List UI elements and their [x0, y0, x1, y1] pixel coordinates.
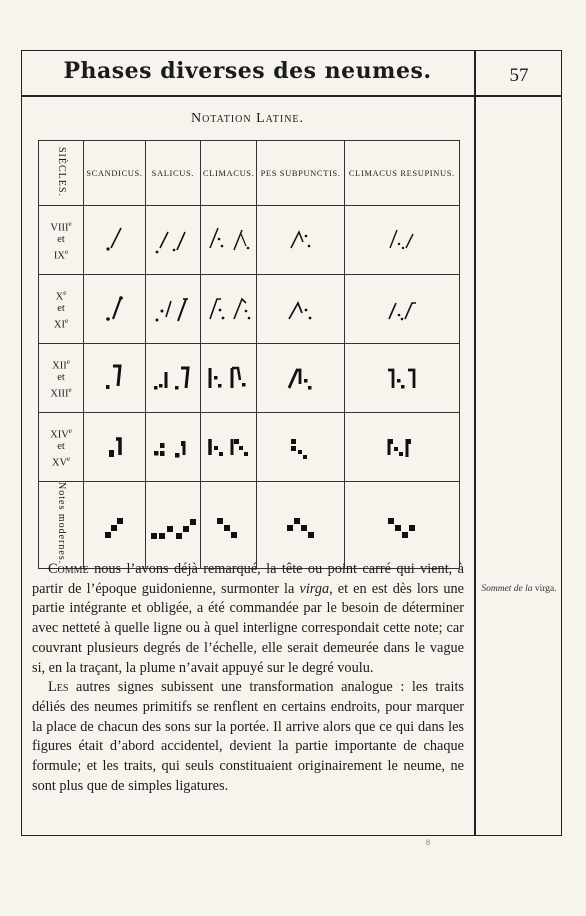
- row-label: XIIe et XIIIe: [39, 344, 84, 413]
- neume-cell: [257, 344, 344, 413]
- pes-subpunctis-neume: [283, 222, 319, 258]
- table-row: [39, 482, 460, 569]
- section-subtitle: Notation Latine.: [190, 111, 305, 126]
- row-label: VIIIe et IXe: [39, 206, 84, 275]
- salicus-neume: [151, 360, 195, 396]
- climacus-resupinus-neume: [384, 360, 420, 396]
- pes-subpunctis-neume: [283, 291, 319, 327]
- neume-cell: [344, 413, 459, 482]
- table-row: [39, 275, 460, 344]
- neume-cell: [200, 482, 257, 569]
- footer-mark: 8: [426, 838, 430, 847]
- neume-cell: [257, 206, 344, 275]
- neume-cell: [84, 275, 146, 344]
- climacus-neume: [204, 429, 254, 465]
- column-header-siecles: SIÈCLES.: [39, 141, 84, 206]
- neume-cell: [84, 413, 146, 482]
- neume-cell: [145, 275, 200, 344]
- neume-cell: [344, 206, 459, 275]
- header-rule: [21, 95, 562, 97]
- salicus-modern: [148, 505, 198, 545]
- column-header: SCANDICUS.: [84, 141, 146, 206]
- page-title: Phases diverses des neumes.: [63, 58, 432, 84]
- neume-cell: [84, 482, 146, 569]
- scandicus-neume: [99, 429, 129, 465]
- paragraph: Comme nous l’avons déjà remarqué, la tête ou point carré qui vient, à partir de l’époque guidonienne, surmonter la virga, et en est dès lors une partie intégrante et obligée, a été commandée par le besoin de déterminer avec netteté à quelle ligne ou à quel interligne correspondait cette note; car couvrant plusieurs degrés de l’échelle, elle serait demeurée dans le vague si, en la traçant, la plume n’avait appuyé sur le degré voulu.: [32, 561, 464, 676]
- neume-cell: [84, 344, 146, 413]
- pes-subpunctis-neume: [283, 429, 319, 465]
- climacus-neume: [204, 360, 254, 396]
- table-header-row: [39, 141, 460, 206]
- climacus-resupinus-neume: [384, 222, 420, 258]
- table-row: [39, 206, 460, 275]
- neume-cell: [200, 275, 257, 344]
- neume-cell: [200, 344, 257, 413]
- pes-subpunctis-neume: [283, 360, 319, 396]
- salicus-neume: [151, 429, 195, 465]
- scandicus-modern: [99, 505, 129, 545]
- neume-table: [38, 140, 460, 569]
- climacus-resupinus-neume: [384, 291, 420, 327]
- row-label: XIVe et XVe: [39, 413, 84, 482]
- climacus-neume: [204, 291, 254, 327]
- climacus-resupinus-neume: [384, 429, 420, 465]
- salicus-neume: [151, 222, 195, 258]
- paragraph: Les autres signes subissent une transformation analogue : les traits déliés des neumes primitifs se renflent en certains endroits, pour marquer la place de chacun des sons sur la portée. Il arrive alors que ce qui dans les figures était d’abord accidentel, devient la partie importante de chaque formule; et les traits, qui seuls constituaient originairement le neume, ne sont plus que de simples ligatures.: [32, 679, 464, 794]
- row-label: Xe et XIe: [39, 275, 84, 344]
- row-label: Notes modernes.: [39, 482, 84, 569]
- scandicus-neume: [99, 222, 129, 258]
- neume-cell: [145, 413, 200, 482]
- neume-cell: [200, 413, 257, 482]
- neume-cell: [257, 275, 344, 344]
- salicus-neume: [151, 291, 195, 327]
- margin-divider: [474, 50, 476, 836]
- neume-cell: [257, 482, 344, 569]
- neume-cell: [200, 206, 257, 275]
- pes-subpunctis-modern: [281, 505, 321, 545]
- climacus-modern: [209, 505, 249, 545]
- column-header: PES SUBPUNCTIS.: [257, 141, 344, 206]
- body-text: [32, 560, 464, 796]
- column-header: CLIMACUS RESUPINUS.: [344, 141, 459, 206]
- scandicus-neume: [99, 291, 129, 327]
- scandicus-neume: [99, 360, 129, 396]
- climacus-neume: [204, 222, 254, 258]
- table-row: [39, 344, 460, 413]
- page-number: 57: [509, 65, 529, 86]
- neume-cell: [344, 482, 459, 569]
- column-header: SALICUS.: [145, 141, 200, 206]
- neume-cell: [145, 482, 200, 569]
- column-header: CLIMACUS.: [200, 141, 257, 206]
- neume-cell: [145, 206, 200, 275]
- neume-cell: [257, 413, 344, 482]
- margin-note: Sommet de la virga.: [481, 584, 557, 594]
- neume-cell: [344, 275, 459, 344]
- neume-cell: [344, 344, 459, 413]
- neume-cell: [145, 344, 200, 413]
- climacus-resupinus-modern: [382, 505, 422, 545]
- neume-cell: [84, 206, 146, 275]
- table-row: [39, 413, 460, 482]
